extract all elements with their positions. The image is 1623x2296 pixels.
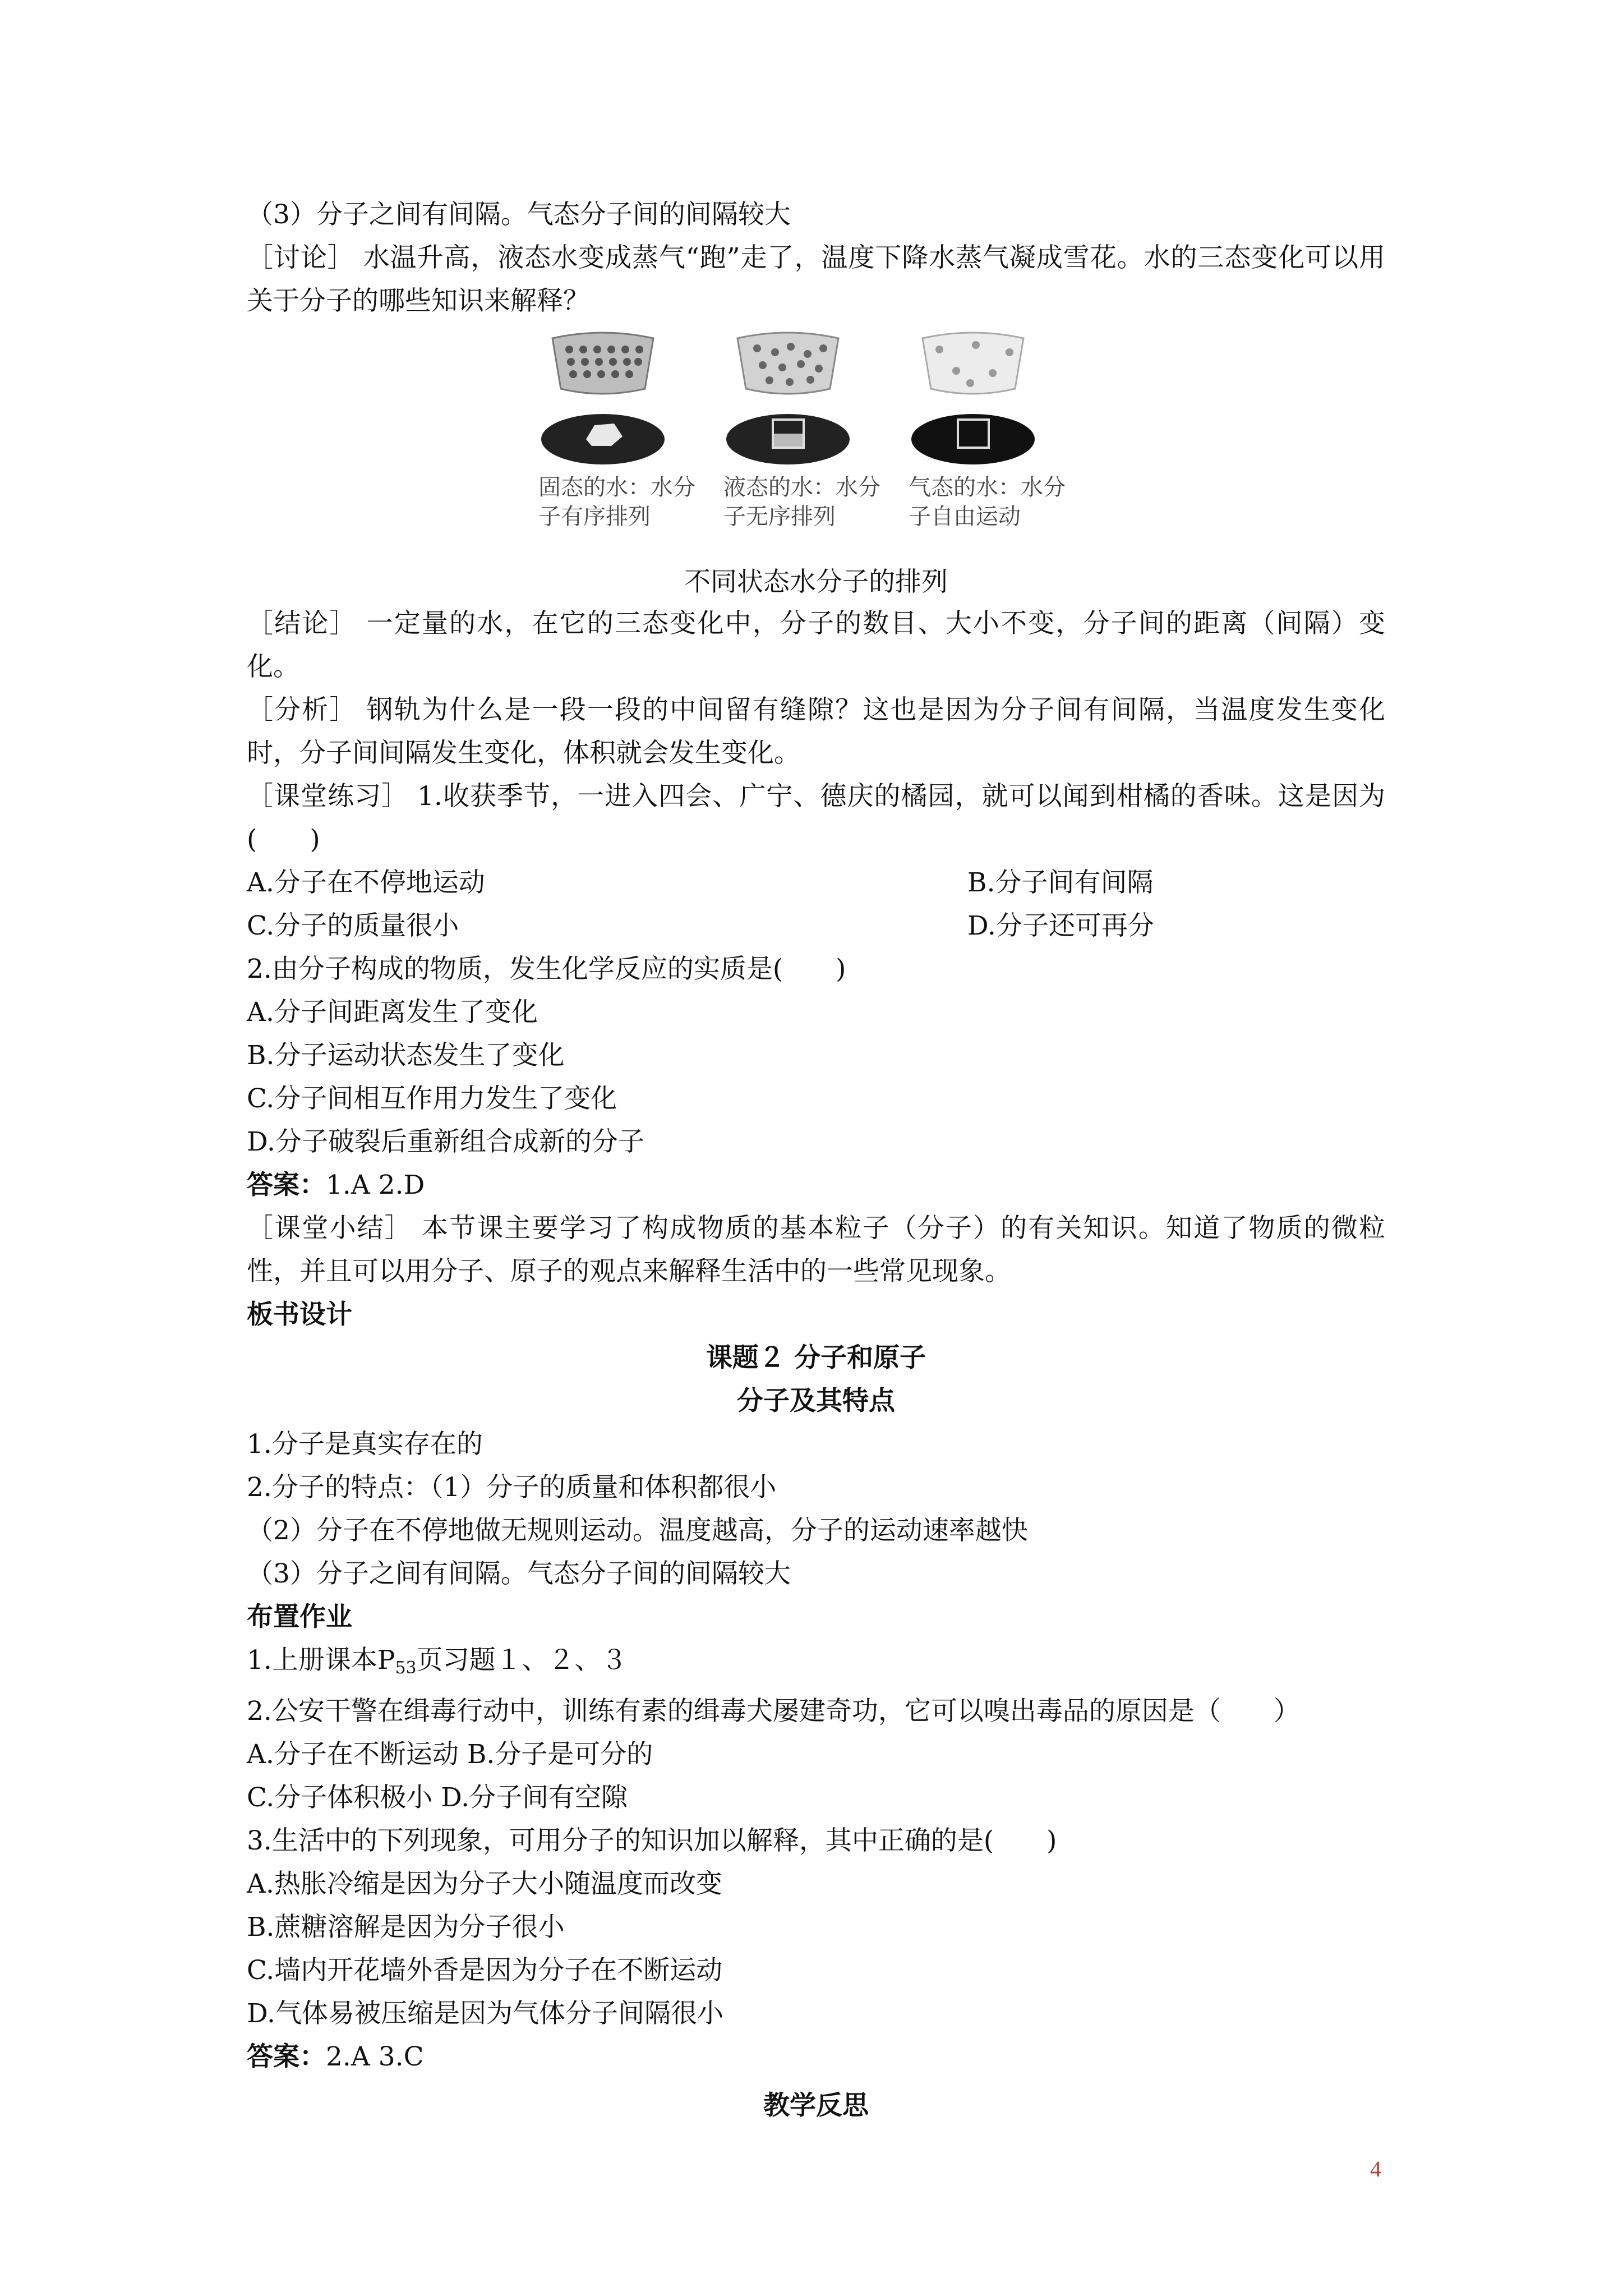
board-item: 2.分子的特点：（1）分子的质量和体积都很小	[247, 1472, 777, 1503]
homework-question-2: 2.公安干警在缉毒行动中，训练有素的缉毒犬屡建奇功，它可以嗅出毒品的原因是（ ）	[247, 1696, 1300, 1727]
solid-water-illustration	[538, 327, 667, 467]
summary-paragraph: ［课堂小结］ 本节课主要学习了构成物质的基本粒子（分子）的有关知识。知道了物质的微粒性，并且可以用分子、原子的观点来解释生活中的一些常见现象。	[247, 1213, 1385, 1287]
option: B.分子间有间隔	[967, 867, 1154, 898]
figure-solid	[538, 327, 707, 467]
option: D.分子破裂后重新组合成新的分子	[247, 1126, 644, 1157]
reflection-heading: 教学反思	[763, 2090, 869, 2121]
board-item: （3）分子之间有间隔。气态分子间的间隔较大	[247, 1558, 791, 1589]
option: C.墙内开花墙外香是因为分子在不断运动	[247, 1955, 723, 1986]
answer-value: 1.A 2.D	[326, 1170, 425, 1200]
caption-liquid: 液态的水：水分子无序排列	[723, 475, 880, 530]
option: C.分子的质量很小	[247, 910, 459, 941]
homework-heading: 布置作业	[247, 1602, 352, 1632]
answer-label: 答案：	[247, 2041, 326, 2072]
analysis-paragraph: ［分析］ 钢轨为什么是一段一段的中间留有缝隙？这也是因为分子间有间隔，当温度发生变化时，分子间间隔发生变化，体积就会发生变化。	[247, 694, 1385, 769]
homework-item-1-prefix: 1.上册课本P	[247, 1645, 395, 1676]
liquid-water-illustration	[723, 327, 852, 467]
page-subscript: 53	[395, 1658, 417, 1678]
gas-water-illustration	[909, 327, 1038, 467]
board-item: （2）分子在不停地做无规则运动。温度越高，分子的运动速率越快	[247, 1515, 1028, 1546]
answer-value: 2.A 3.C	[326, 2041, 424, 2072]
practice-question-1: ［课堂练习］ 1.收获季节，一进入四会、广宁、德庆的橘园，就可以闻到柑橘的香味。这是因为( )	[247, 781, 1385, 855]
board-title: 课题２ 分子和原子	[706, 1342, 926, 1373]
practice-q1-options-row	[247, 861, 1385, 904]
conclusion-paragraph: ［结论］ 一定量的水，在它的三态变化中，分子的数目、大小不变，分子间的距离（间隔）变化。	[247, 608, 1385, 682]
figure-title: 不同状态水分子的排列	[684, 567, 948, 597]
option: A.分子间距离发生了变化	[247, 997, 538, 1028]
option: C.分子间相互作用力发生了变化	[247, 1083, 617, 1114]
figure-liquid	[723, 327, 892, 467]
board-item: 1.分子是真实存在的	[247, 1429, 483, 1460]
caption-gas: 气态的水：水分子自由运动	[909, 475, 1066, 530]
practice-question-2: 2.由分子构成的物质，发生化学反应的实质是( )	[247, 954, 846, 984]
text-line: （3）分子之间有间隔。气态分子间的间隔较大	[247, 199, 791, 230]
water-states-figure	[247, 327, 1385, 563]
board-subtitle: 分子及其特点	[737, 1386, 895, 1416]
discussion-paragraph: ［讨论］ 水温升高，液态水变成蒸气“跑”走了，温度下降水蒸气凝成雪花。水的三态变化可以用关于分子的哪些知识来解释？	[247, 242, 1385, 316]
page-number: 4	[1370, 2156, 1381, 2182]
option: B.分子运动状态发生了变化	[247, 1040, 565, 1071]
homework-answer	[247, 2035, 1385, 2078]
caption-solid: 固态的水：水分子有序排列	[538, 475, 695, 530]
answer-label: 答案：	[247, 1170, 326, 1200]
document-body	[247, 193, 1385, 2127]
figure-gas	[909, 327, 1077, 467]
practice-answer	[247, 1163, 1385, 1207]
option: C.分子体积极小 D.分子间有空隙	[247, 1782, 628, 1813]
option: D.气体易被压缩是因为气体分子间隔很小	[247, 1998, 723, 2029]
homework-item-1	[247, 1639, 1385, 1690]
board-heading: 板书设计	[247, 1299, 352, 1330]
option: A.分子在不断运动 B.分子是可分的	[247, 1739, 653, 1770]
option: A.热胀冷缩是因为分子大小随温度而改变	[247, 1869, 722, 1899]
practice-q1-options-row	[247, 904, 1385, 947]
option: A.分子在不停地运动	[247, 867, 485, 898]
option: B.蔗糖溶解是因为分子很小	[247, 1912, 565, 1943]
homework-item-1-suffix: 页习题１、２、３	[416, 1645, 628, 1676]
option: D.分子还可再分	[967, 910, 1154, 941]
homework-question-3: 3.生活中的下列现象，可用分子的知识加以解释，其中正确的是( )	[247, 1825, 1057, 1856]
